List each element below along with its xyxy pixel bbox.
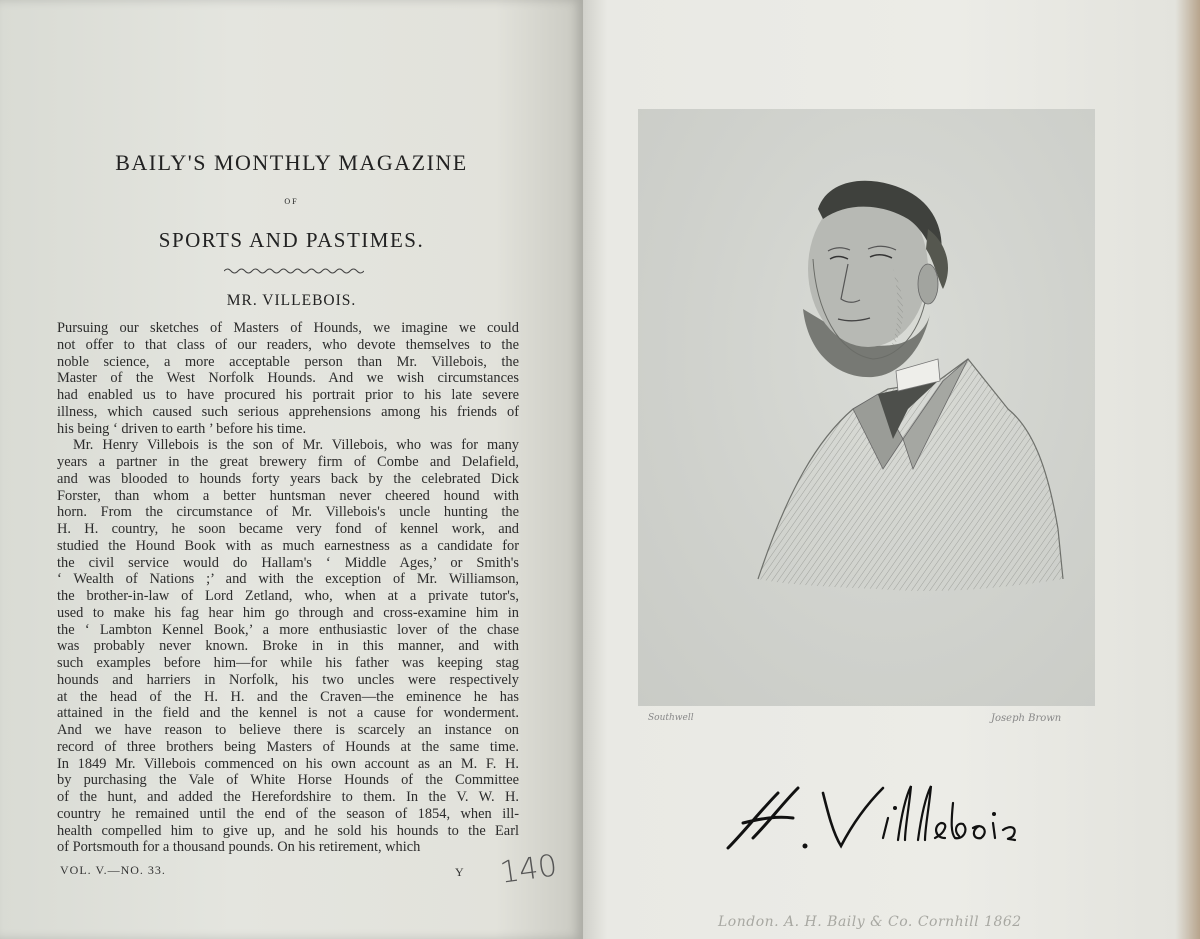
magazine-of: OF <box>284 197 299 206</box>
article-line: Mr. Henry Villebois is the son of Mr. Villebois, who was for many <box>73 437 519 454</box>
article-line: the ‘ Lambton Kennel Book,’ a more enthusiastic lover of the chase <box>57 621 519 638</box>
article-line: not offer to that class of our readers, who devote themselves to the <box>57 336 519 353</box>
article-line: illness, which caused such serious apprehensions among his friends of <box>57 403 519 420</box>
publisher-line: London. A. H. Baily & Co. Cornhill 1862 <box>718 914 1022 930</box>
article-line: In 1849 Mr. Villebois commenced on his own account as an M. F. H. <box>57 755 519 772</box>
magazine-title: BAILY'S MONTHLY MAGAZINE <box>115 150 468 175</box>
volume-number: VOL. V.—NO. 33. <box>60 863 166 877</box>
handwritten-signature <box>723 778 1023 858</box>
article-line: such examples before him—for while his father was keeping stag <box>57 655 519 671</box>
article-line: of the hunt, and added the Herefordshire to them. In the V. W. H. <box>57 789 519 805</box>
engraver-credit-left: Southwell <box>648 713 694 723</box>
article-line: studied the Hound Book with as much earnestness as a candidate for <box>57 537 519 554</box>
article-line: years a partner in the great brewery firm of Combe and Delafield, <box>57 454 519 470</box>
article-line: the brother-in-law of Lord Zetland, who, when at a private tutor's, <box>57 588 519 604</box>
article-line: record of three brothers being Masters of Hounds at the same time. <box>57 738 519 755</box>
article-line: hounds and harriers in Norfolk, his two uncles were respectively <box>57 671 519 688</box>
magazine-subtitle: SPORTS AND PASTIMES. <box>158 228 425 252</box>
engraved-portrait <box>638 109 1095 706</box>
article-line: of Portsmouth for a thousand pounds. On his retirement, which <box>57 839 421 856</box>
article-line: horn. From the circumstance of Mr. Villebois's uncle hunting the <box>57 504 519 521</box>
wavy-rule-ornament <box>224 267 364 275</box>
article-line: Forster, than whom a better huntsman never cheered hound with <box>57 487 519 504</box>
article-line: used to make his fag hear him go through and cross-examine him in <box>57 604 519 621</box>
right-page <box>583 0 1200 939</box>
article-line: Pursuing our sketches of Masters of Hounds, we imagine we could <box>57 320 519 336</box>
article-line: the civil service would do Hallam's ‘ Middle Ages,’ or Smith's <box>57 554 519 571</box>
article-line: H. H. country, he soon became very fond of kennel work, and <box>57 521 519 537</box>
article-line: Master of the West Norfolk Hounds. And we wish circumstances <box>57 370 519 387</box>
article-line: health compelled him to give up, and he sold his hounds to the Earl <box>57 822 519 839</box>
article-line: noble science, a more acceptable person than Mr. Villebois, the <box>57 353 519 370</box>
article-line: And we have reason to believe there is scarcely an instance on <box>57 722 519 738</box>
signature-mark: Y <box>455 865 464 879</box>
article-line: had enabled us to have procured his portrait prior to his late severe <box>57 387 519 403</box>
pencil-page-number: 140 <box>497 848 560 891</box>
article-line: at the head of the H. H. and the Craven—the eminence he has <box>57 688 519 705</box>
article-body <box>57 320 519 856</box>
article-line: by purchasing the Vale of White Horse Hounds of the Committee <box>57 772 519 789</box>
article-line: and was blooded to hounds forty years back by the celebrated Dick <box>57 470 519 487</box>
left-page <box>0 0 583 939</box>
article-line: attained in the field and the kennel is not a cause for wonderment. <box>57 705 519 722</box>
portrait-plate <box>638 109 1095 706</box>
article-line: country he remained until the end of the season of 1854, when ill- <box>57 805 519 822</box>
article-line: was probably never known. Broke in in this manner, and with <box>57 638 519 655</box>
article-line: his being ‘ driven to earth ’ before his time. <box>57 420 307 437</box>
article-line: ‘ Wealth of Nations ;’ and with the exception of Mr. Williamson, <box>57 571 519 588</box>
engraver-credit-right: Joseph Brown <box>991 713 1062 724</box>
article-title: MR. VILLEBOIS. <box>226 292 357 309</box>
